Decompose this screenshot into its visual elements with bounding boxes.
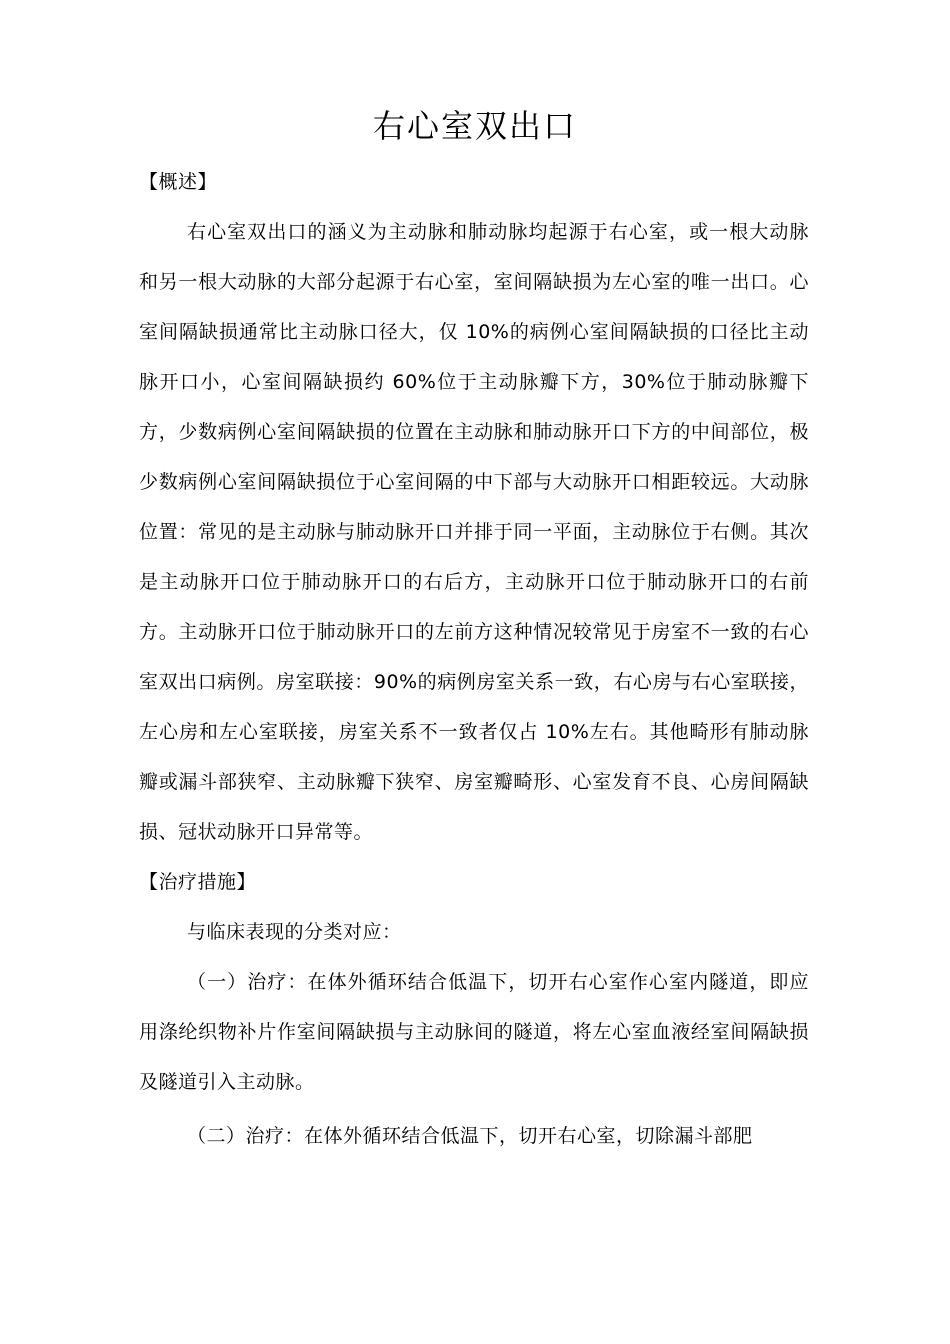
treatment-item-2: （二）治疗：在体外循环结合低温下，切开右心室，切除漏斗部肥 [187, 1125, 753, 1147]
document-body [139, 157, 809, 1161]
document-title: 右心室双出口 [372, 107, 577, 145]
overview-heading: 【概述】 [139, 171, 218, 193]
overview-paragraph: 右心室双出口的涵义为主动脉和肺动脉均起源于右心室，或一根大动脉和另一根大动脉的大部分起源于右心室，室间隔缺损为左心室的唯一出口。心室间隔缺损通常比主动脉口径大，仅 10%的病例心室间隔缺损的口径比主动脉开口小，心室间隔缺损约 60%位于主动脉瓣下方，30%位于肺动脉瓣下方，少数病例心室间隔缺损的位置在主动脉和肺动脉开口下方的中间部位，极少数病例心室间隔缺损位于心室间隔的中下部与大动脉开口相距较远。大动脉位置：常见的是主动脉与肺动脉开口并排于同一平面，主动脉位于右侧。其次是主动脉开口位于肺动脉开口的右后方，主动脉开口位于肺动脉开口的右前方。主动脉开口位于肺动脉开口的左前方这种情况较常见于房室不一致的右心室双出口病例。房室联接：90%的病例房室关系一致，右心房与右心室联接，左心房和左心室联接，房室关系不一致者仅占 10%左右。其他畸形有肺动脉瓣或漏斗部狭窄、主动脉瓣下狭窄、房室瓣畸形、心室发育不良、心房间隔缺损、冠状动脉开口异常等。 [139, 221, 809, 843]
treatment-intro: 与临床表现的分类对应： [187, 921, 402, 943]
treatment-item-1: （一）治疗：在体外循环结合低温下，切开右心室作心室内隧道，即应用涤纶织物补片作室间隔缺损与主动脉间的隧道，将左心室血液经室间隔缺损及隧道引入主动脉。 [139, 971, 809, 1093]
treatment-heading: 【治疗措施】 [139, 871, 257, 893]
